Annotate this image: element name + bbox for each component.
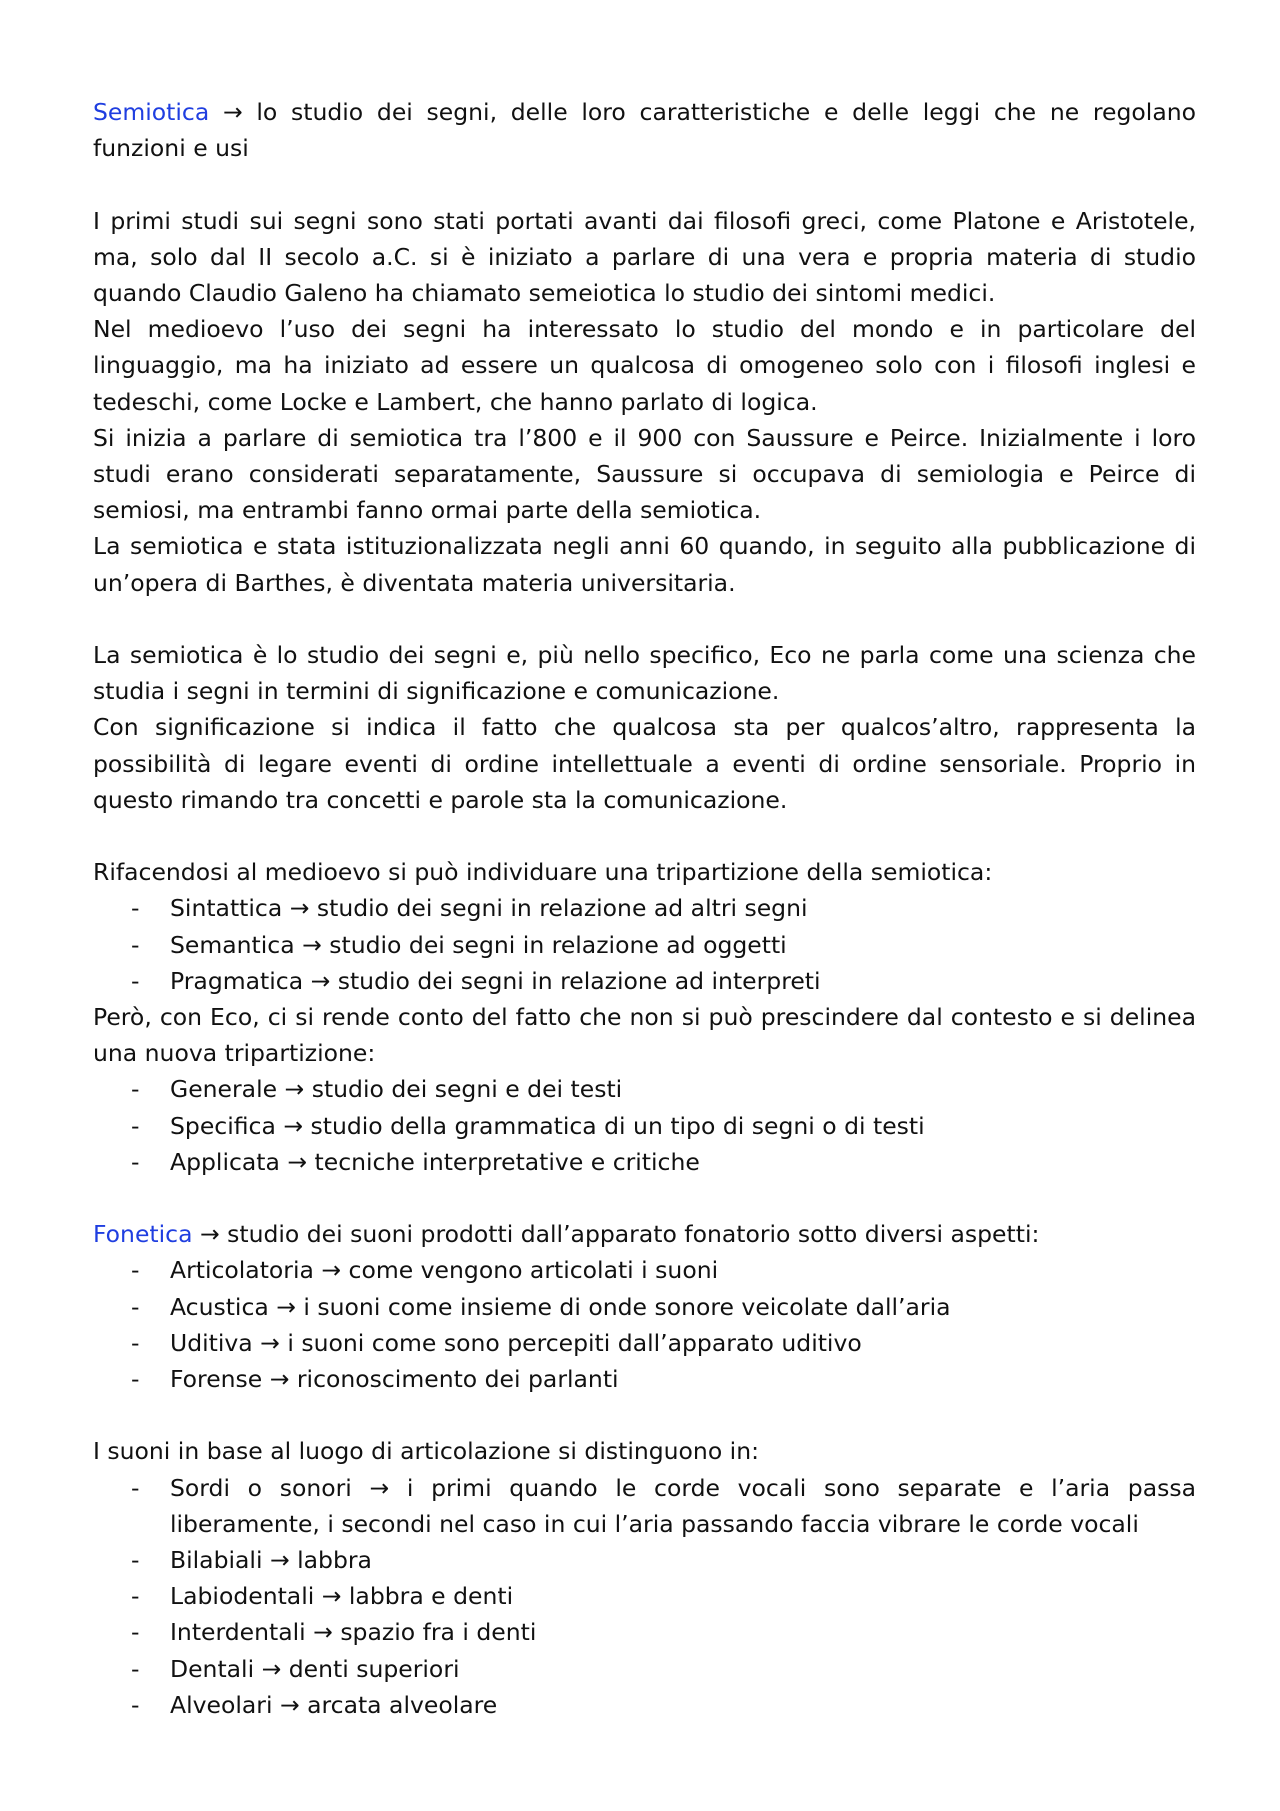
list-item-text: Generale → studio dei segni e dei testi	[170, 1075, 623, 1104]
tripartition-2-intro: Però, con Eco, ci si rende conto del fatto che non si può prescindere dal contesto e si delinea una nuova tripartizione:	[93, 1003, 1196, 1068]
history-paragraph-2: Nel medioevo l’uso dei segni ha interessato lo studio del mondo e in particolare del linguaggio, ma ha iniziato ad essere un qualcosa di omogeneo solo con i filosofi inglesi e tedeschi, come Locke e Lambert, che hanno parlato di logica.	[93, 315, 1196, 416]
fonetica-definition	[93, 1216, 1196, 1252]
eco-paragraph-2: Con significazione si indica il fatto che qualcosa sta per qualcos’altro, rappresenta la possibilità di legare eventi di ordine intellettuale a eventi di ordine sensoriale. Proprio in questo rimando tra concetti e parole sta la comunicazione.	[93, 713, 1196, 814]
list-item	[93, 927, 1196, 963]
dash-bullet: -	[131, 1618, 140, 1647]
dash-bullet: -	[131, 1147, 140, 1176]
history-paragraph-4: La semiotica e stata istituzionalizzata negli anni 60 quando, in seguito alla pubblicazione di un’opera di Barthes, è diventata materia universitaria.	[93, 532, 1196, 597]
list-item-text: Dentali → denti superiori	[170, 1654, 460, 1683]
list-item	[93, 1144, 1196, 1180]
paragraph-gap	[93, 601, 1196, 637]
list-item	[93, 1252, 1196, 1288]
paragraph-gap	[93, 1397, 1196, 1433]
dash-bullet: -	[131, 1075, 140, 1104]
semiotica-definition	[93, 94, 1196, 166]
list-item-text: Semantica → studio dei segni in relazione ad oggetti	[170, 930, 787, 959]
luogo-list	[93, 1470, 1196, 1723]
dash-bullet: -	[131, 930, 140, 959]
list-item-text: Specifica → studio della grammatica di un tipo di segni o di testi	[170, 1111, 925, 1140]
list-item	[93, 890, 1196, 926]
dash-bullet: -	[131, 1365, 140, 1394]
list-item-text: Sintattica → studio dei segni in relazione ad altri segni	[170, 894, 808, 923]
history-paragraph-3: Si inizia a parlare di semiotica tra l’800 e il 900 con Saussure e Peirce. Inizialmente i loro studi erano considerati separatamente, Saussure si occupava di semiologia e Peirce di semiosi, ma entrambi fanno ormai parte della semiotica.	[93, 423, 1196, 525]
dash-bullet: -	[131, 1546, 140, 1575]
list-item-text: Bilabiali → labbra	[170, 1546, 372, 1575]
list-item	[93, 1687, 1196, 1723]
dash-bullet: -	[131, 894, 140, 923]
dash-bullet: -	[131, 966, 140, 995]
list-item-text: Forense → riconoscimento dei parlanti	[170, 1365, 619, 1394]
list-item-text: Sordi o sonori → i primi quando le corde vocali sono separate e l’aria passa liberamente, i secondi nel caso in cui l’aria passando faccia vibrare le corde vocali	[170, 1473, 1196, 1538]
fonetica-term: Fonetica	[93, 1220, 193, 1249]
dash-bullet: -	[131, 1690, 140, 1719]
dash-bullet: -	[131, 1256, 140, 1285]
semiotica-definition-text: → lo studio dei segni, delle loro caratteristiche e delle leggi che ne regolano funzioni e usi	[93, 98, 1196, 163]
history-paragraph-1: I primi studi sui segni sono stati portati avanti dai filosofi greci, come Platone e Aristotele, ma, solo dal II secolo a.C. si è iniziato a parlare di una vera e propria materia di studio quando Claudio Galeno ha chiamato semeiotica lo studio dei sintomi medici.	[93, 206, 1196, 307]
list-item	[93, 963, 1196, 999]
dash-bullet: -	[131, 1582, 140, 1611]
list-item	[93, 1289, 1196, 1325]
dash-bullet: -	[131, 1328, 140, 1357]
dash-bullet: -	[131, 1654, 140, 1683]
paragraph-gap	[93, 818, 1196, 854]
list-item	[93, 1651, 1196, 1687]
dash-bullet: -	[131, 1111, 140, 1140]
list-item	[93, 1614, 1196, 1650]
dash-bullet: -	[131, 1473, 140, 1502]
list-item	[93, 1325, 1196, 1361]
fonetica-definition-text: → studio dei suoni prodotti dall’apparato fonatorio sotto diversi aspetti:	[192, 1220, 1040, 1249]
luogo-intro: I suoni in base al luogo di articolazione si distinguono in:	[93, 1437, 760, 1466]
list-item-text: Pragmatica → studio dei segni in relazione ad interpreti	[170, 966, 821, 995]
list-item	[93, 1542, 1196, 1578]
tripartition-1-intro: Rifacendosi al medioevo si può individuare una tripartizione della semiotica:	[93, 858, 993, 887]
paragraph-gap	[93, 166, 1196, 202]
list-item-text: Uditiva → i suoni come sono percepiti dall’apparato uditivo	[170, 1328, 862, 1357]
list-item	[93, 1108, 1196, 1144]
eco-paragraph-1: La semiotica è lo studio dei segni e, più nello specifico, Eco ne parla come una scienza che studia i segni in termini di significazione e comunicazione.	[93, 641, 1196, 706]
semiotica-term: Semiotica	[93, 98, 210, 126]
list-item	[93, 1470, 1196, 1542]
dash-bullet: -	[131, 1292, 140, 1321]
tripartition-2-list	[93, 1071, 1196, 1180]
list-item	[93, 1578, 1196, 1614]
tripartition-1-list	[93, 890, 1196, 999]
list-item-text: Acustica → i suoni come insieme di onde sonore veicolate dall’aria	[170, 1292, 951, 1321]
list-item-text: Labiodentali → labbra e denti	[170, 1582, 514, 1611]
list-item-text: Interdentali → spazio fra i denti	[170, 1618, 537, 1647]
list-item-text: Articolatoria → come vengono articolati i suoni	[170, 1256, 719, 1285]
list-item-text: Alveolari → arcata alveolare	[170, 1690, 498, 1719]
fonetica-list	[93, 1252, 1196, 1397]
list-item	[93, 1361, 1196, 1397]
paragraph-gap	[93, 1180, 1196, 1216]
list-item	[93, 1071, 1196, 1107]
list-item-text: Applicata → tecniche interpretative e critiche	[170, 1147, 700, 1176]
